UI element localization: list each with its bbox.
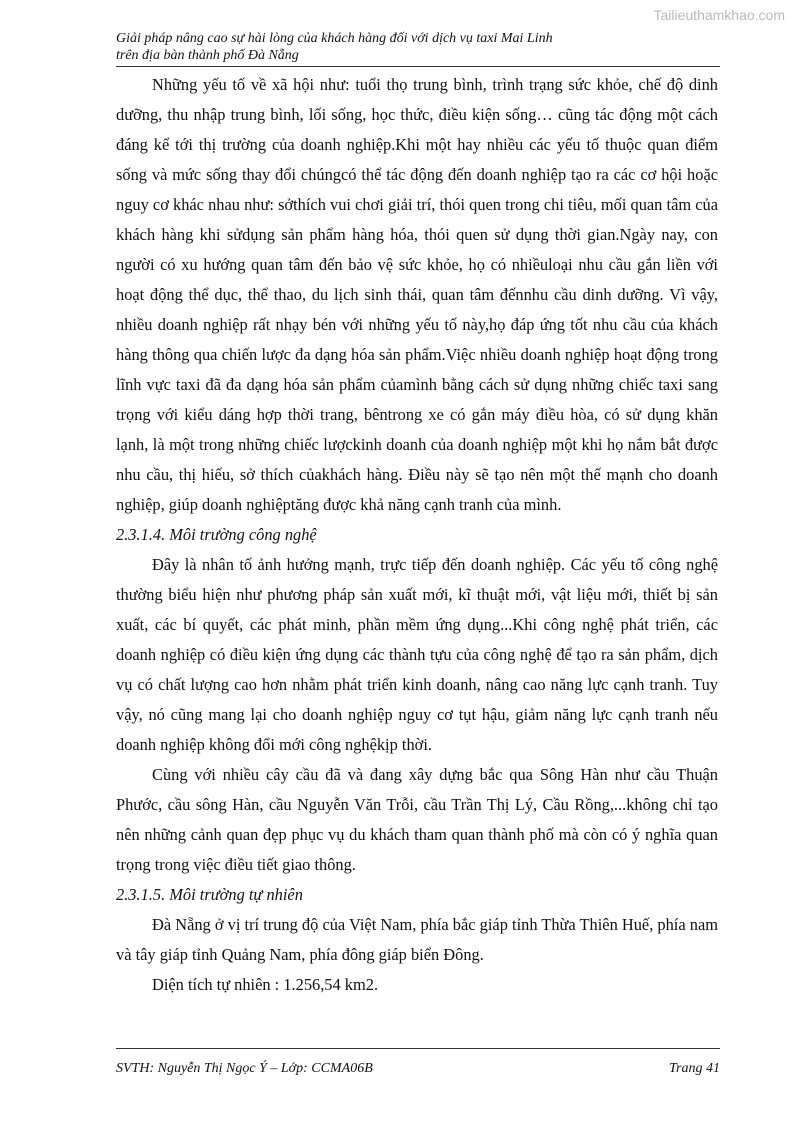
paragraph-social-factors: Những yếu tố về xã hội như: tuổi thọ trung bình, trình trạng sức khỏe, chế độ dinh dưỡng, thu nhập trung bình, lối sống, học thức, điều kiện sống… cũng tác động một cách đáng kể tới thị trường của doanh nghiệp.Khi một hay nhiều các yếu tố thuộc quan điểm sống và mức sống thay đổi chúngcó thể tác động đến doanh nghiệp tạo ra các cơ hội hoặc nguy cơ khác nhau như: sởthích vui chơi giải trí, thói quen trong chi tiêu, mối quan tâm của khách hàng khi sửdụng sản phẩm hàng hóa, thói quen sử dụng thời gian.Ngày nay, con người có xu hướng quan tâm đến bảo vệ sức khỏe, họ có nhiềuloại nhu cầu gắn liền với hoạt động thể dục, thể thao, du lịch sinh thái, quan tâm đếnnhu cầu dinh dưỡng. Vì vậy, nhiều doanh nghiệp rất nhạy bén với những yếu tố này,họ đáp ứng tốt nhu cầu của khách hàng thông qua chiến lược đa dạng hóa sản phẩm.Việc nhiều doanh nghiệp hoạt động trong lĩnh vực taxi đã đa dạng hóa sản phẩm củamình bằng cách sử dụng những chiếc taxi sang trọng với kiểu dáng hợp thời trang, bêntrong xe có gắn máy điều hòa, có sử dụng khăn lạnh, là một trong những chiếc lượckinh doanh của doanh nghiệp một khi họ nắm bắt được nhu cầu, thị hiếu, sở thích củakhách hàng. Điều này sẽ tạo nên một thế mạnh cho doanh nghiệp, giúp doanh nghiệptăng được khả năng cạnh tranh của mình. xyxy=(116,75,718,514)
page-number: Trang 41 xyxy=(669,1061,720,1076)
paragraph-bridges: Cùng với nhiều cây cầu đã và đang xây dựng bắc qua Sông Hàn như cầu Thuận Phước, cầu sông Hàn, cầu Nguyễn Văn Trỗi, cầu Trần Thị Lý, Cầu Rồng,...không chỉ tạo nên những cảnh quan đẹp phục vụ du khách tham quan thành phố mà còn có ý nghĩa quan trọng trong việc điều tiết giao thông. xyxy=(116,765,718,874)
paragraph-location: Đà Nẵng ở vị trí trung độ của Việt Nam, phía bắc giáp tỉnh Thừa Thiên Huế, phía nam và tây giáp tỉnh Quảng Nam, phía đông giáp biển Đông. xyxy=(116,915,718,964)
paragraph-technology: Đây là nhân tố ảnh hưởng mạnh, trực tiếp đến doanh nghiệp. Các yếu tố công nghệ thường biểu hiện như phương pháp sản xuất mới, kĩ thuật mới, vật liệu mới, thiết bị sản xuất, các bí quyết, các phát minh, phần mềm ứng dụng...Khi công nghệ phát triển, các doanh nghiệp có điều kiện ứng dụng các thành tựu của công nghệ để tạo ra sản phẩm, dịch vụ có chất lượng cao hơn nhằm phát triển kinh doanh, nâng cao năng lực cạnh tranh. Tuy vậy, nó cũng mang lại cho doanh nghiệp nguy cơ tụt hậu, giảm năng lực cạnh tranh nếu doanh nghiệp không đổi mới công nghệkịp thời. xyxy=(116,555,718,754)
watermark: Tailieuthamkhao.com xyxy=(653,7,785,23)
footer-author: SVTH: Nguyễn Thị Ngọc Ý – Lớp: CCMA06B xyxy=(116,1061,373,1076)
header-title-line-1: Giải pháp nâng cao sự hài lòng của khách hàng đối với dịch vụ taxi Mai Linh xyxy=(116,31,553,46)
running-footer xyxy=(116,1048,720,1077)
section-heading-natural-environment: 2.3.1.5. Môi trường tự nhiên xyxy=(116,885,303,904)
header-title-line-2: trên địa bàn thành phố Đà Nẵng xyxy=(116,48,299,63)
page-body xyxy=(116,70,718,1000)
section-heading-technology: 2.3.1.4. Môi trường công nghệ xyxy=(116,525,317,544)
paragraph-area: Diện tích tự nhiên : 1.256,54 km2. xyxy=(152,975,379,994)
running-header xyxy=(116,30,720,67)
